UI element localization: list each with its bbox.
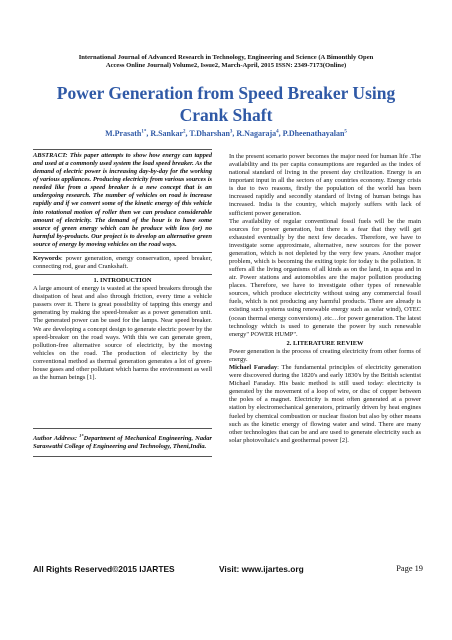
copyright: All Rights Reserved©2015 IJARTES: [33, 564, 175, 574]
faraday-label: Michael Faraday: [229, 364, 278, 372]
divider: [33, 274, 212, 275]
author-affiliation: 1*: [141, 129, 147, 135]
author-name: T.Dharshan: [189, 129, 230, 138]
author-name: R.Nagaraja: [236, 129, 277, 138]
journal-line-1: International Journal of Advanced Research in Technology, Engineering and Science (A Bimonthly Open: [78, 54, 374, 61]
author-affiliation: 5: [344, 129, 347, 135]
keywords-text: : power generation, energy conservation, speed breaker, connecting rod, gear and Crankshaft.: [33, 254, 212, 271]
keywords: [33, 255, 212, 271]
paragraph: The availability of regular conventional fossil fuels will be the main sources for power generation, but there is a fear that they will get exhausted eventually by the next few decades. Therefore, we have to investigate some approximate, alternative, new sources for the power generation, which is not depleted by the very few years. Another major problem, which is becoming the exiting topic for today is the pollution. It suffers all the living organisms of all kinds as on the land, in aqua and in air. Power stations and automobiles are the major pollution producing places. Therefore, we have to investigate other types of renewable sources, which produce electricity without using any commercial fossil fuels, which is not producing any harmful products. There are already is existing such systems using renewable energy such as solar wind), OTEC (ocean thermal energy conversions) .etc…for power generation. The latest technology which is used to generate the power by such renewable energy" POWER HUMP".: [229, 217, 421, 338]
abstract: ABSTRACT: This paper attempts to show how energy can tapped and used at a commonly used system the load speed breaker. As the demand of electric power is increasing day-by-day for the working of various appliances. Producing electricity from various sources is needed like from a speed breaker is a new concept that is an undergoing research. The number of vehicles on road is increase rapidly and if we convert some of the kinetic energy of this vehicle into rotational motion of roller then we can produce considerable amount of electricity. The demand of the hour is to have some source of green energy which can be produce with less (or) no harmful by-products. Our project is to develop an alternative green source of energy by moving vehicles on the road ways.: [33, 152, 212, 248]
author-name: R.Sankar: [150, 129, 183, 138]
address-label: Author Address:: [33, 435, 78, 443]
author-name: M.Prasath: [105, 129, 142, 138]
section-heading-literature-review: 2. LITERATURE REVIEW: [286, 339, 364, 347]
page-number: Page 19: [396, 564, 423, 573]
divider: [33, 252, 212, 253]
address-text: Department of Mechanical Engineering, Nadar Saraswathi College of Engineering and Technology, Theni,India.: [33, 435, 212, 451]
website: Visit: www.ijartes.org: [219, 564, 304, 574]
author-affiliation: 2: [183, 129, 186, 135]
paragraph: Power generation is the process of creating electricity from other forms of energy.: [229, 347, 421, 363]
left-column: [33, 149, 212, 459]
address-sup: 1*: [79, 433, 84, 439]
journal-header: [40, 54, 412, 70]
title-line-1: Power Generation from Speed Breaker Using: [56, 83, 396, 103]
introduction-text: A large amount of energy is wasted at the speed breakers through the dissipation of heat and also through friction, every time a vehicle passers over it. There is great possibility of tapping this energy and generating by making the speed-breaker as a power generation unit. The generated power can be used for the lamps. Near speed breaker. We are developing a concept design to generate electric power by the speed-breaker on the road ways. With this we can generate green, pollution-free alternative source of electricity, by the moving vehicles on the road. The production of electricity by the conventional method as thermal generation generates a lot of green-house gases and other pollutant which harms the environment as well as the human beings [1].: [33, 285, 212, 382]
divider: [33, 428, 212, 429]
paragraph: In the present scenario power becomes the major need for human life .The availability and its per capita consumptions are regarded as the index of national standard of living in the present day civilization. Energy is an important input in all the sectors of any countries economy. Energy crisis is due to two reasons, firstly the population of the world has been increased rapidly and secondly standard of living of human beings has increased. India is the country, which majorly suffers with lack of sufficient power generation.: [229, 153, 421, 217]
author-affiliation: 4: [276, 129, 279, 135]
paper-title: [30, 82, 422, 126]
author-affiliation: 3: [229, 129, 233, 135]
author-list: M.Prasath$^{1*}$, R.Sankar$^2$, T.Dharshan$^3$, R.Nagaraja$^4$, P.Dheenathayalan$^5$: [105, 129, 347, 138]
right-column: [229, 153, 421, 445]
author-address: [33, 432, 212, 451]
keywords-label: Keywords: [33, 254, 61, 262]
title-line-2: Crank Shaft: [179, 105, 273, 125]
paragraph: [229, 364, 421, 445]
journal-line-2: Access Online Journal) Volume2, Issue2, March-April, 2015 ISSN: 2349-7173(Online): [105, 62, 347, 70]
author-name: P.Dheenathayalan: [282, 129, 345, 138]
divider: [33, 149, 212, 150]
faraday-text: : The fundamental principles of electricity generation were discovered during the 1820's and early 1830's by the British scientist Michael Faraday. His basic method is still used today: electricity is generated by the movement of a loop of wire, or disc of copper between the poles of a magnet. Electricity is most often generated at a power station by electromechanical generators, primarily driven by heat engines fueled by chemical combustion or nuclear fission but also by other means such as the kinetic energy of flowing water and wind. There are many other technologies that can be and are used to generate electricity such as solar photovoltaic's and geothermal power [2].: [229, 364, 421, 444]
divider: [33, 456, 212, 457]
section-heading-introduction: 1. INTRODUCTION: [93, 277, 152, 285]
